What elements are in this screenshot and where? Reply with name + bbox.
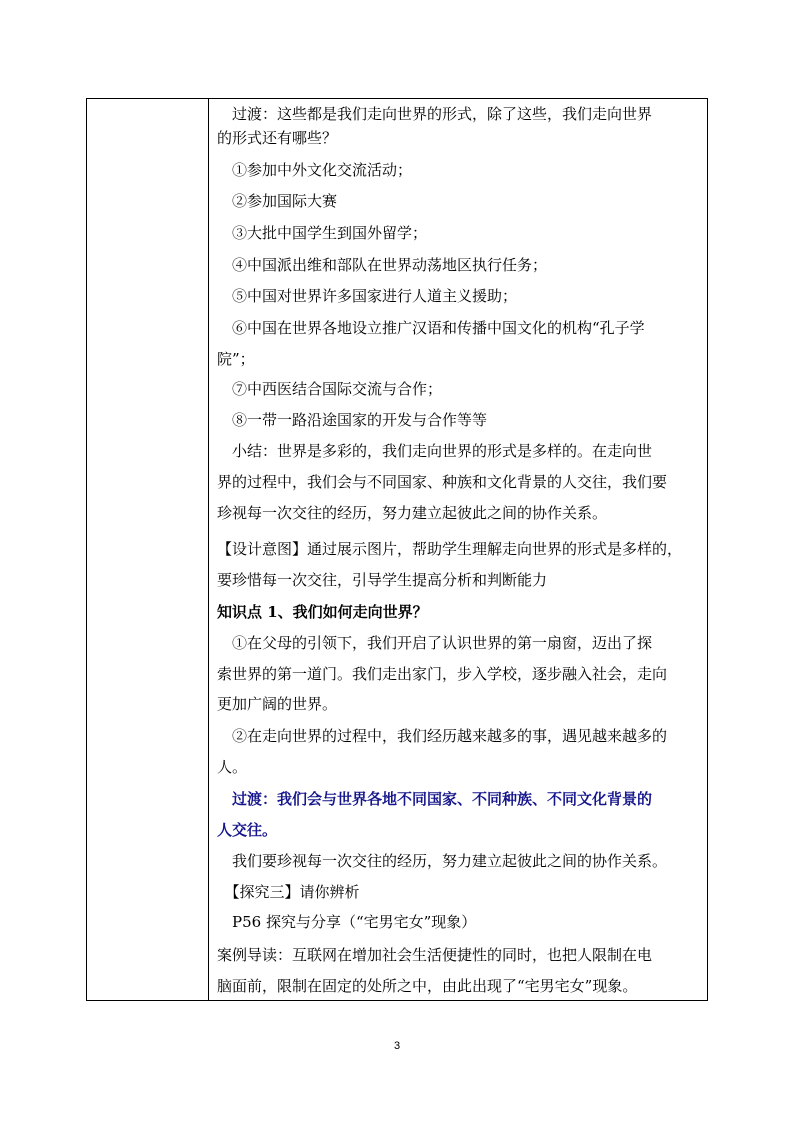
left-column-cell	[87, 99, 209, 1000]
transition-highlight: 人交往。	[217, 821, 278, 839]
summary-line: 珍视每一次交往的经历，努力建立起彼此之间的协作关系。	[217, 504, 608, 522]
content-cell	[209, 99, 707, 1000]
list-item: ⑤中国对世界许多国家进行人道主义援助；	[217, 287, 518, 305]
text-line: ①在父母的引领下，我们开启了认识世界的第一扇窗，迈出了探	[217, 634, 653, 652]
page-number: 3	[393, 1040, 401, 1052]
text-line: 我们要珍视每一次交往的经历，努力建立起彼此之间的协作关系。	[217, 852, 668, 870]
summary-line: 小结：世界是多彩的，我们走向世界的形式是多样的。在走向世	[217, 442, 653, 460]
list-item: ③大批中国学生到国外留学；	[217, 224, 428, 242]
inquiry-heading: 【探究三】请你辨析	[217, 883, 360, 901]
text-line: 的形式还有哪些？	[217, 129, 338, 147]
text-line: P56 探究与分享（“宅男宅女”现象）	[217, 913, 477, 931]
text-line: 索世界的第一道门。我们走出家门，步入学校，逐步融入社会，走向	[217, 665, 668, 683]
list-item: ⑧一带一路沿途国家的开发与合作等等	[217, 411, 488, 429]
transition-highlight: 过渡：我们会与世界各地不同国家、不同种族、不同文化背景的	[217, 790, 653, 808]
lesson-table	[86, 98, 708, 1001]
design-intent-line: 【设计意图】通过展示图片，帮助学生理解走向世界的形式是多样的，	[217, 540, 683, 558]
text-line: 更加广阔的世界。	[217, 695, 338, 713]
text-line: 过渡：这些都是我们走向世界的形式，除了这些，我们走向世界	[217, 105, 653, 123]
list-item: 院”；	[217, 350, 255, 368]
list-item: ①参加中外文化交流活动；	[217, 161, 413, 179]
text-line: 人。	[217, 758, 248, 776]
design-intent-line: 要珍惜每一次交往，引导学生提高分析和判断能力	[217, 571, 548, 589]
text-line: ②在走向世界的过程中，我们经历越来越多的事，遇见越来越多的	[217, 727, 668, 745]
list-item: ④中国派出维和部队在世界动荡地区执行任务；	[217, 256, 548, 274]
case-line: 案例导读：互联网在增加社会生活便捷性的同时，也把人限制在电	[217, 946, 653, 964]
knowledge-point-heading: 知识点 1、我们如何走向世界？	[217, 603, 428, 621]
list-item: ②参加国际大赛	[217, 192, 338, 210]
list-item: ⑦中西医结合国际交流与合作；	[217, 380, 443, 398]
list-item: ⑥中国在世界各地设立推广汉语和传播中国文化的机构“孔子学	[217, 319, 645, 337]
case-line: 脑面前，限制在固定的处所之中，由此出现了“宅男宅女”现象。	[217, 977, 638, 995]
summary-line: 界的过程中，我们会与不同国家、种族和文化背景的人交往，我们要	[217, 473, 668, 491]
